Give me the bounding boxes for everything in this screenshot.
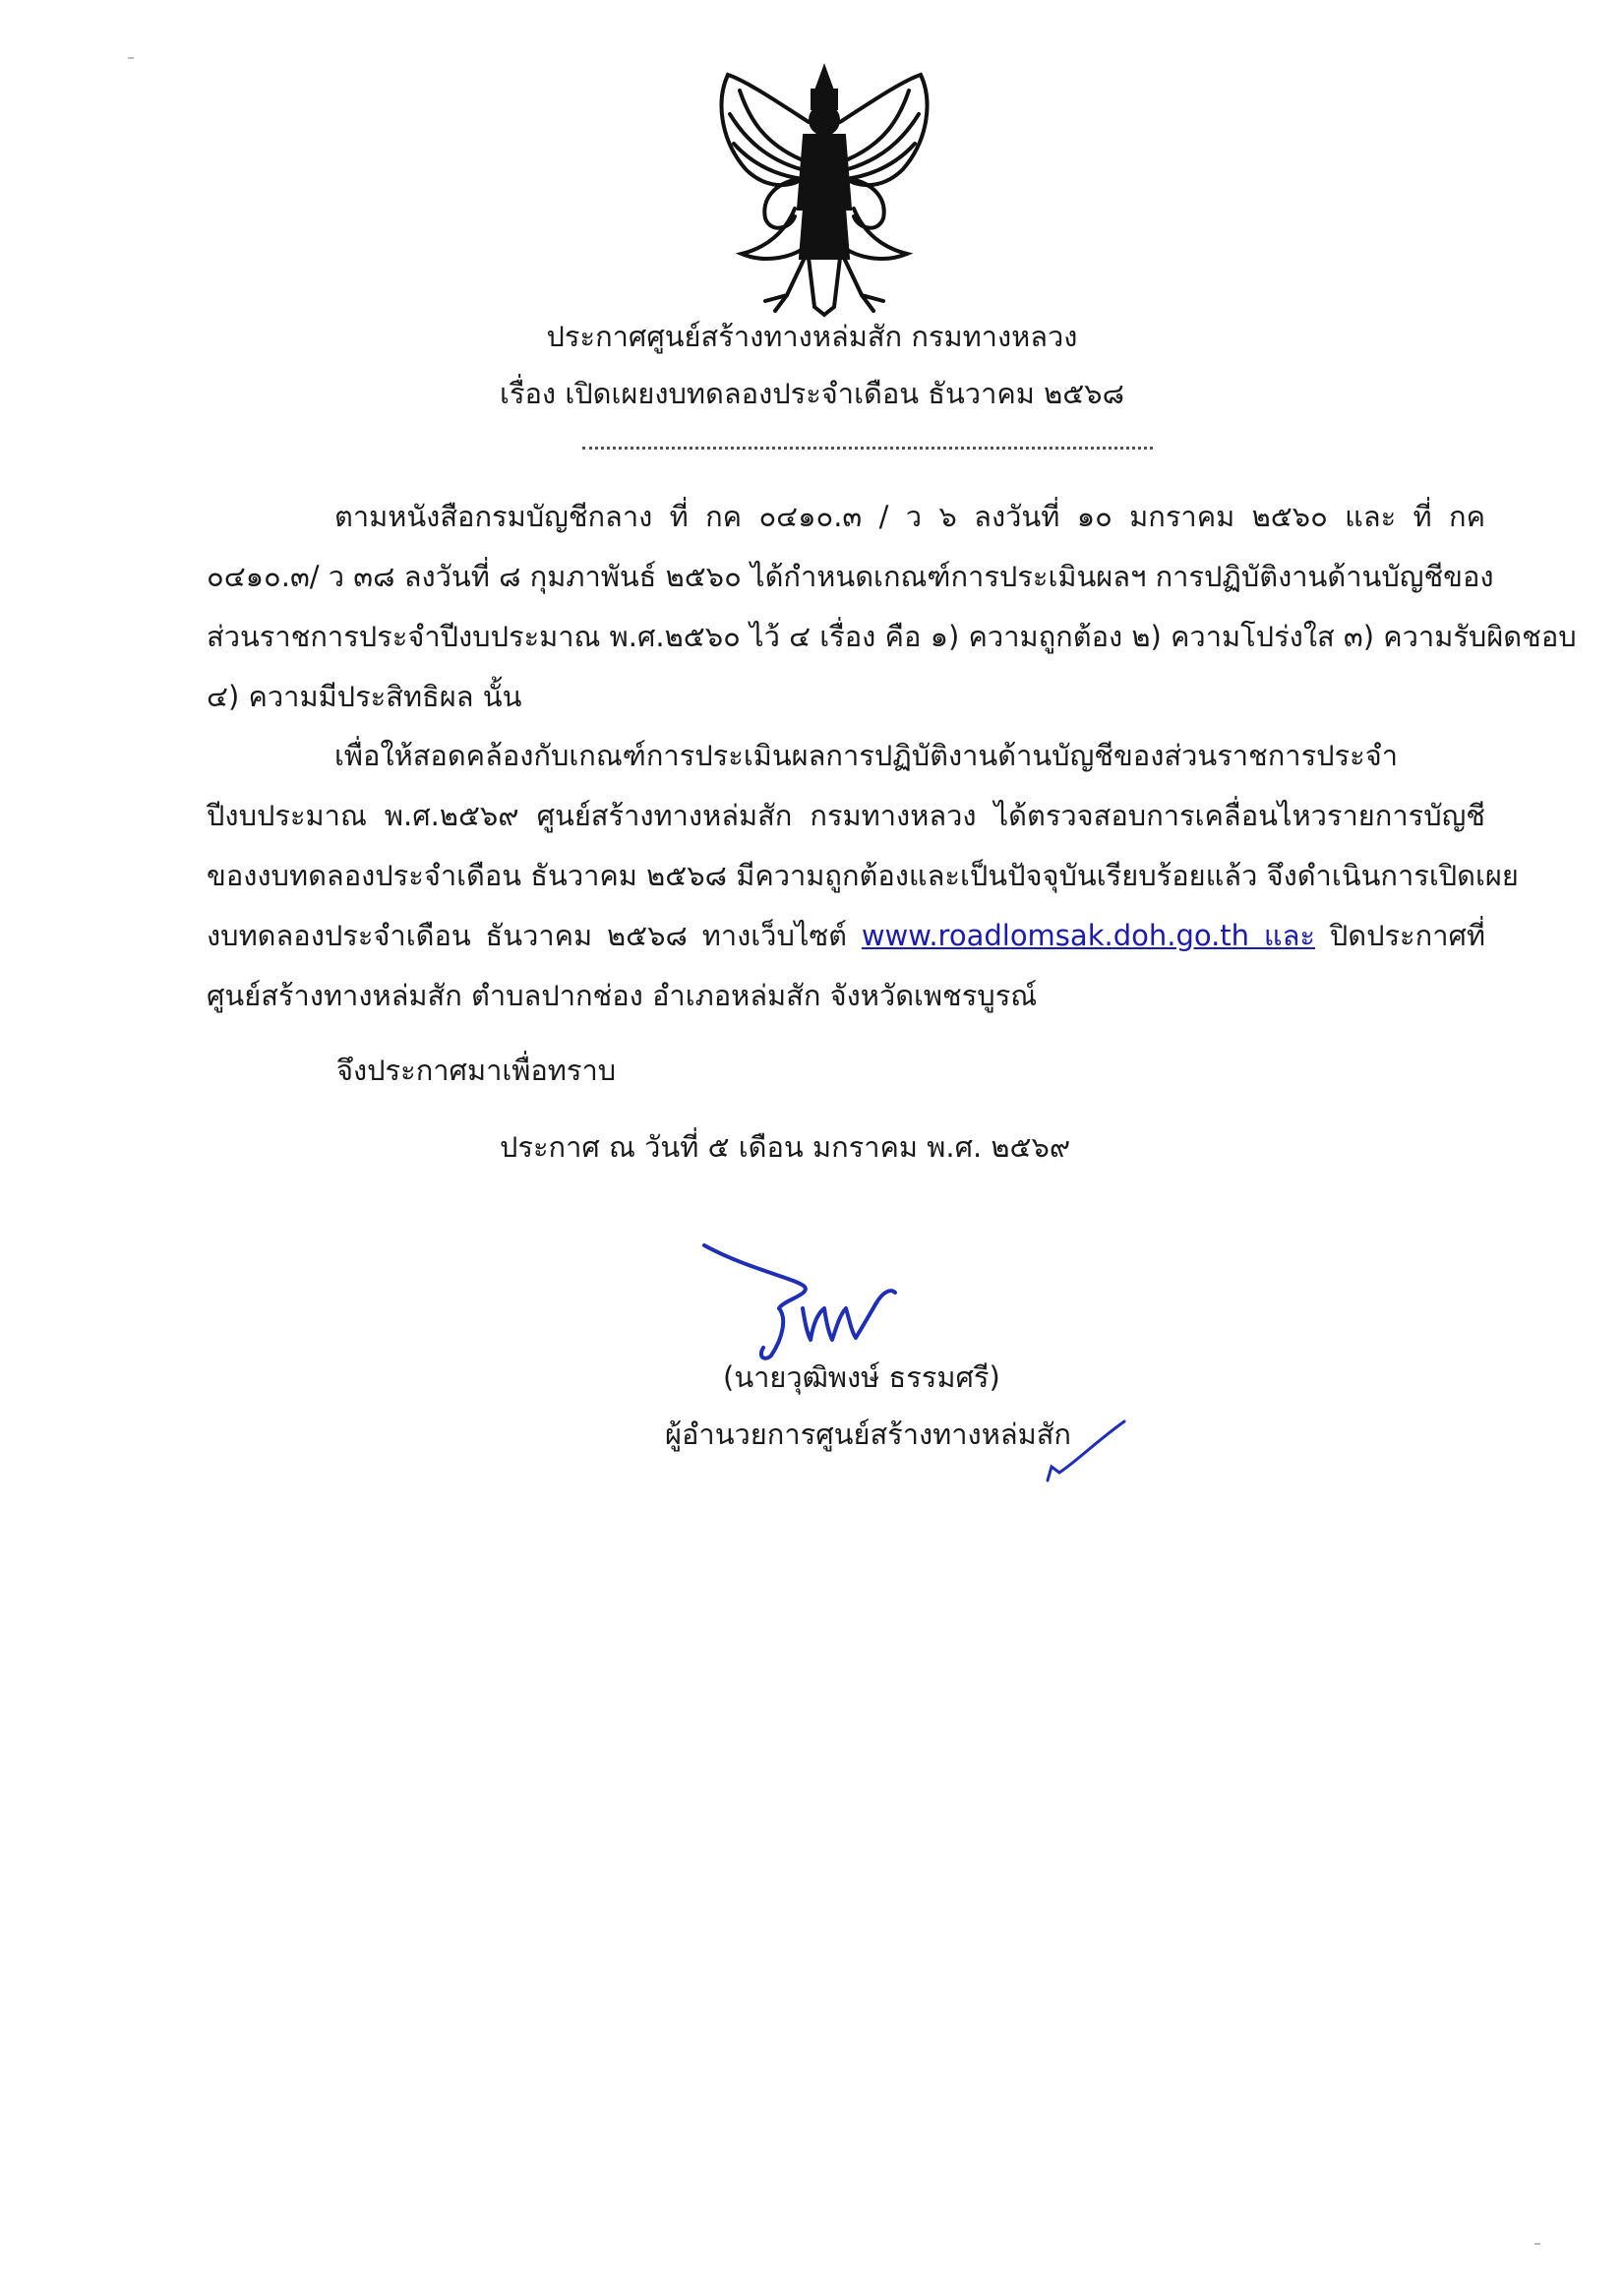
paragraph-line: ๔) ความมีประสิทธิผล นั้น	[207, 680, 522, 713]
scan-speck	[128, 57, 134, 59]
line-text: ปิดประกาศที่	[1329, 919, 1485, 952]
paragraph-line: เพื่อให้สอดคล้องกับเกณฑ์การประเมินผลการปฏิบัติงานด้านบัญชีของส่วนราชการประจำ	[334, 739, 1398, 772]
garuda-emblem-icon	[706, 61, 942, 319]
paragraph-disclosure	[207, 726, 1519, 1026]
closing-text: จึงประกาศมาเพื่อทราบ	[336, 1054, 617, 1087]
paragraph-line-with-link	[207, 906, 1485, 966]
paragraph-line: ส่วนราชการประจำปีงบประมาณ พ.ศ.๒๕๖๐ ไว้ ๔ เรื่อง คือ ๑) ความถูกต้อง ๒) ความโปร่งใส ๓) ความรับผิดชอบ	[207, 620, 1577, 653]
paragraph-line: ศูนย์สร้างทางหล่มสัก ตำบลปากช่อง อำเภอหล่มสัก จังหวัดเพชรบูรณ์	[207, 979, 1038, 1012]
signatory-position: ผู้อำนวยการศูนย์สร้างทางหล่มสัก	[665, 1418, 1071, 1451]
paragraph-regulation	[207, 487, 1577, 727]
announcement-date: ประกาศ ณ วันที่ ๕ เดือน มกราคม พ.ศ. ๒๕๖๙	[500, 1130, 1071, 1164]
paragraph-line: ปีงบประมาณ พ.ศ.๒๕๖๙ ศูนย์สร้างทางหล่มสัก กรมทางหลวง ได้ตรวจสอบการเคลื่อนไหวรายการบัญชี	[207, 799, 1485, 832]
signatory-name: (นายวุฒิพงษ์ ธรรมศรี)	[723, 1360, 1000, 1394]
announcement-subject: เรื่อง เปิดเผยงบทดลองประจำเดือน ธันวาคม ๒๕๖๘	[500, 377, 1124, 410]
title-divider	[582, 447, 1153, 450]
paragraph-line: ตามหนังสือกรมบัญชีกลาง ที่ กค ๐๔๑๐.๓ / ว ๖ ลงวันที่ ๑๐ มกราคม ๒๕๖๐ และ ที่ กค	[334, 500, 1485, 533]
line-text: งบทดลองประจำเดือน ธันวาคม ๒๕๖๘ ทางเว็บไซต์	[207, 919, 847, 952]
paragraph-line: ๐๔๑๐.๓/ ว ๓๘ ลงวันที่ ๘ กุมภาพันธ์ ๒๕๖๐ ได้กำหนดเกณฑ์การประเมินผลฯ การปฏิบัติงานด้านบัญชีของ	[207, 560, 1494, 593]
announcement-title: ประกาศศูนย์สร้างทางหล่มสัก กรมทางหลวง	[546, 320, 1078, 353]
website-link[interactable]: www.roadlomsak.doh.go.th และ	[861, 919, 1315, 952]
paragraph-line: ของงบทดลองประจำเดือน ธันวาคม ๒๕๖๘ มีความถูกต้องและเป็นปัจจุบันเรียบร้อยแล้ว จึงดำเนินการเปิดเผย	[207, 859, 1519, 892]
handwritten-signature	[689, 1230, 964, 1367]
scan-speck	[1534, 2243, 1540, 2245]
